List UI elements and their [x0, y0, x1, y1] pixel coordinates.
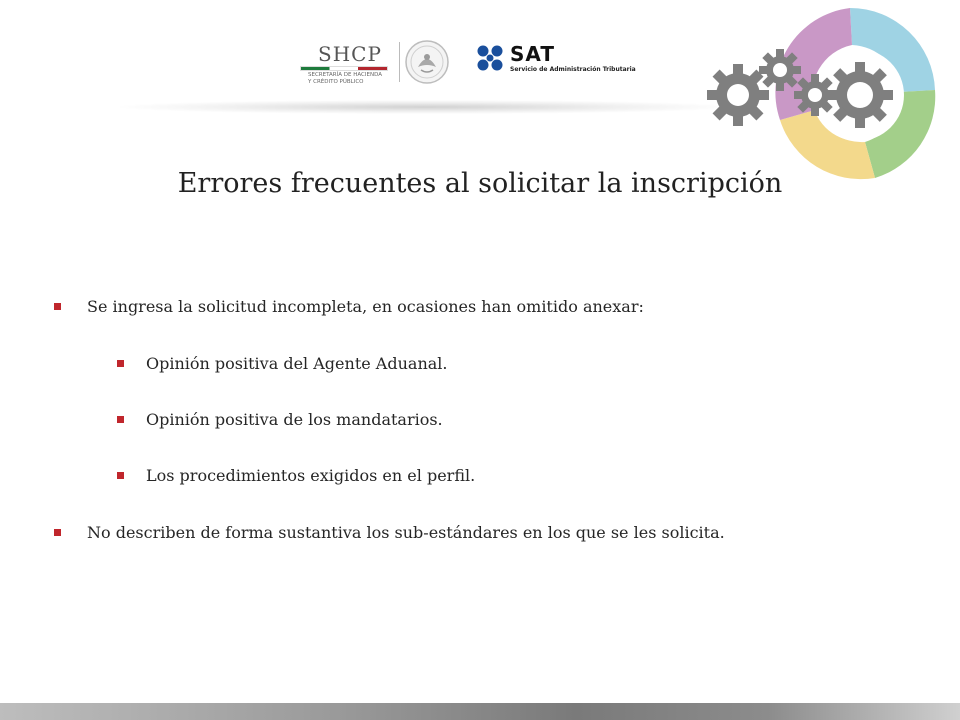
- bullet-square-icon: [117, 360, 124, 367]
- list-item-text: No describen de forma sustantiva los sub-estándares en los que se les solicita.: [87, 523, 725, 542]
- shcp-subtitle-line1: SECRETARÍA DE HACIENDA: [308, 72, 382, 78]
- bullet-square-icon: [54, 529, 61, 536]
- sat-subtitle: Servicio de Administración Tributaria: [510, 66, 636, 73]
- list-item-text: Se ingresa la solicitud incompleta, en ocasiones han omitido anexar:: [87, 297, 644, 316]
- bullet-square-icon: [117, 472, 124, 479]
- footer-bar: [0, 703, 960, 720]
- sat-wordmark: SAT: [510, 42, 555, 66]
- list-item-text: Opinión positiva del Agente Aduanal.: [146, 354, 448, 373]
- shcp-wordmark: SHCP: [318, 42, 382, 66]
- bullet-square-icon: [117, 416, 124, 423]
- shcp-subtitle-line2: Y CRÉDITO PÚBLICO: [308, 79, 364, 85]
- slide-title: Errores frecuentes al solicitar la inscripción: [177, 168, 783, 199]
- list-item-text: Opinión positiva de los mandatarios.: [146, 410, 443, 429]
- list-item-text: Los procedimientos exigidos en el perfil.: [146, 466, 476, 485]
- bullet-square-icon: [54, 303, 61, 310]
